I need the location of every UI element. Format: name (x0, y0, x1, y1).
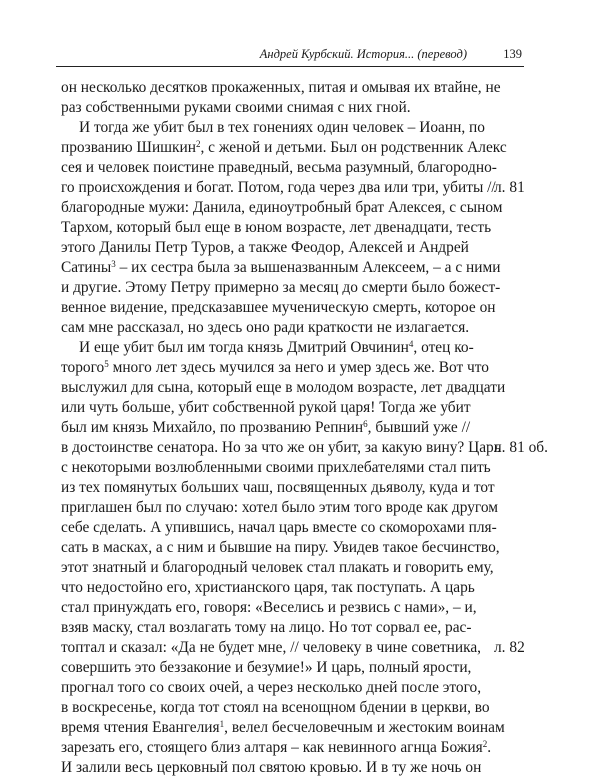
text-line: Сатины$^3$ – их сестра была за вышеназванным Алексеем, – а с ними (61, 259, 501, 276)
text-line: себе сделать. А упившись, начал царь вместе со скоморохами пля- (61, 519, 497, 536)
text-line: время чтения Евангелия$^1$, велел бесчеловечным и жестоким воинам (61, 719, 505, 736)
text-line: взяв маску, стал возлагать тому на лицо. Но тот сорвал ее, рас- (61, 619, 472, 636)
text-line: с некоторыми возлюбленными своими прихлебателями стал пить (61, 459, 491, 476)
text-line: выслужил для сына, который еще в молодом возрасте, лет двадцати (61, 379, 506, 396)
footnote-ref: 2 (482, 739, 488, 749)
folio-marker: л. 81 (494, 179, 525, 196)
text-line: И залили весь церковный пол святою кровью. И в ту же ночь он (61, 759, 482, 776)
text-line: сам мне рассказал, но здесь оно ради краткости не излагается. (61, 319, 470, 336)
text-line: этот знатный и благородный человек стал плакать и говорить ему, (61, 559, 494, 576)
text-line: был им князь Михайло, по прозванию Репнин$^6$, бывший уже // (61, 419, 471, 436)
text-line: венное видение, предсказавшее мученическую смерть, которое он (61, 299, 496, 316)
text-line: топтал и сказал: «Да не будет мне, // человеку в чине советника, (61, 639, 482, 656)
text-line: он несколько десятков прокаженных, питая и омывая их втайне, не (61, 79, 501, 96)
footnote-ref: 6 (363, 419, 368, 429)
folio-marker: л. 81 об. (494, 439, 548, 456)
text-line: сать в масках, а с ним и бывшие на пиру. Увидев такое бесчинство, (61, 539, 500, 556)
text-line: прозванию Шишкин$^2$, с женой и детьми. Был он родственник Алекс (61, 139, 507, 156)
text-line: и другие. Этому Петру примерно за месяц до смерти было божест- (61, 279, 501, 296)
text-line: в достоинстве сенатора. Но за что же он убит, за какую вину? Царь (61, 439, 501, 456)
text-line: сея и человек поистине праведный, весьма разумный, благородно- (61, 159, 497, 176)
text-line: раз собственными руками своими снимая с них гной. (61, 99, 411, 116)
text-line: Тархом, который был еще в юном возрасте, лет двенадцати, тесть (61, 219, 492, 236)
folio-marker: л. 82 (494, 639, 525, 656)
footnote-ref: 3 (111, 259, 116, 269)
page-number: 139 (503, 47, 522, 61)
footnote-ref: 5 (104, 359, 109, 369)
text-line: торого$^5$ много лет здесь мучился за него и умер здесь же. Вот что (61, 359, 489, 376)
text-line: из тех помянутых больших чаш, посвященных дьяволу, куда и тот (61, 479, 495, 496)
footnote-ref: 1 (219, 719, 225, 729)
text-line: благородные мужи: Данила, единоутробный брат Алексея, с сыном (61, 199, 503, 216)
text-line: приглашен был по случаю: хотел было этим того вроде как другом (61, 499, 498, 516)
text-line: этого Данилы Петр Туров, а также Феодор, Алексей и Андрей (61, 239, 469, 256)
text-line: И еще убит был им тогда князь Дмитрий Овчинин$^4$, отец ко- (79, 339, 474, 356)
running-header (60, 47, 522, 63)
text-line: или чуть больше, убит собственной рукой царя! Тогда же убит (61, 399, 471, 416)
footnote-ref: 4 (408, 339, 414, 349)
text-line: в воскресенье, когда тот стоял на всенощном бдении в церкви, во (61, 699, 490, 716)
text-line: прогнал того со своих очей, а через несколько дней после этого, (61, 679, 482, 696)
text-line: зарезать его, стоящего близ алтаря – как невинного агнца Божия$^2$. (61, 739, 492, 756)
text-line: го происхождения и богат. Потом, года через два или три, убиты // (61, 179, 496, 196)
footnote-ref: 2 (195, 139, 201, 149)
running-title: Андрей Курбский. История... (перевод) (259, 47, 467, 61)
text-line: что недостойно его, христианского царя, так поступать. А царь (61, 579, 475, 596)
text-line: стал принуждать его, говоря: «Веселись и резвись с нами», – и, (61, 599, 477, 616)
text-line: совершить это беззаконие и безумие!» И царь, полный ярости, (61, 659, 472, 676)
header-rule (56, 66, 524, 67)
text-line: И тогда же убит был в тех гонениях один человек – Иоанн, по (79, 119, 485, 136)
